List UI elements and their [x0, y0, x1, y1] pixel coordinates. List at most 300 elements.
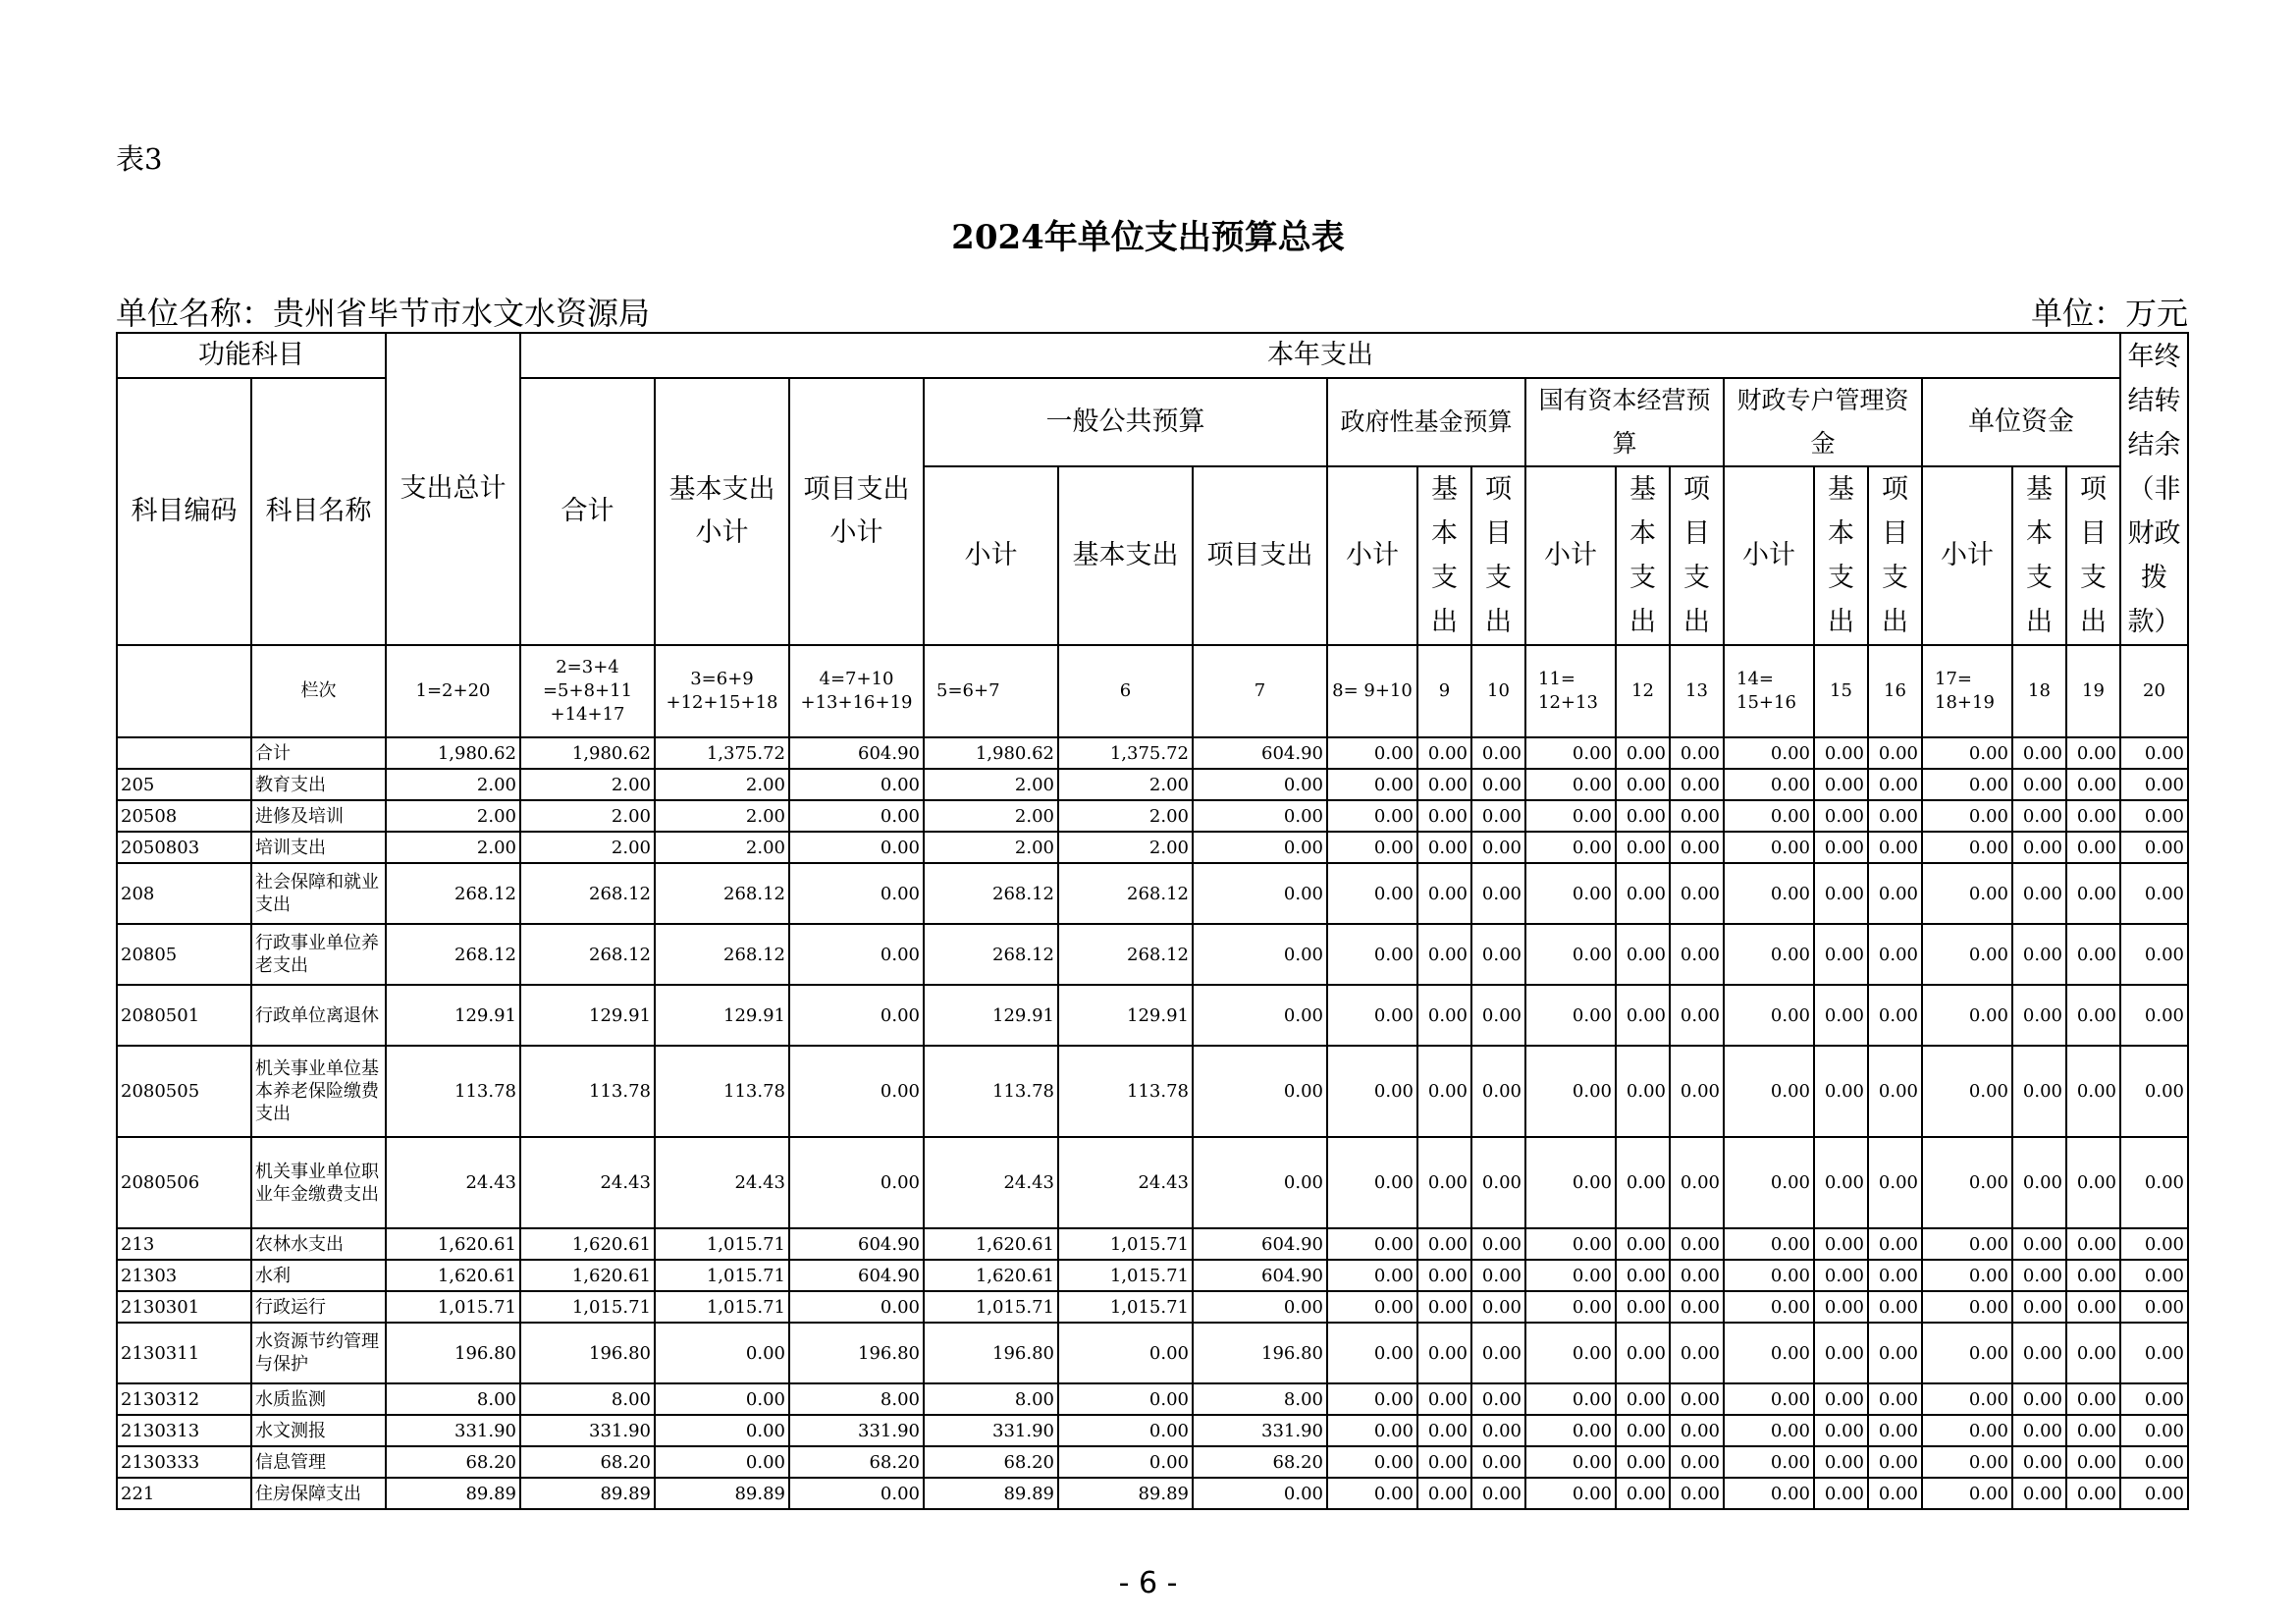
row-zero-value: 0.00 [1814, 1478, 1868, 1509]
row-g-sub: 1,620.61 [924, 1228, 1058, 1260]
row-sum: 331.90 [520, 1415, 655, 1446]
row-zero-value: 0.00 [1327, 1383, 1417, 1415]
row-zero-value: 0.00 [2120, 769, 2188, 800]
row-zero-value: 0.00 [1922, 1383, 2012, 1415]
row-zero-value: 0.00 [2066, 985, 2120, 1046]
row-zero-value: 0.00 [1471, 1323, 1525, 1383]
row-zero-value: 0.00 [1670, 1291, 1724, 1323]
row-zero-value: 0.00 [1814, 769, 1868, 800]
row-basic: 1,015.71 [655, 1291, 789, 1323]
row-basic: 1,015.71 [655, 1228, 789, 1260]
index-cell: 4=7+10 +13+16+19 [789, 645, 924, 737]
row-zero-value: 0.00 [1417, 1046, 1471, 1137]
row-sum: 2.00 [520, 832, 655, 863]
row-zero-value: 0.00 [1670, 985, 1724, 1046]
row-zero-value: 0.00 [1922, 832, 2012, 863]
row-code: 2080501 [117, 985, 251, 1046]
row-code: 221 [117, 1478, 251, 1509]
row-zero-value: 0.00 [1868, 737, 1922, 769]
row-zero-value: 0.00 [1471, 924, 1525, 985]
row-zero-value: 0.00 [1616, 1415, 1670, 1446]
budget-table [116, 332, 2189, 1510]
row-g-proj: 196.80 [1193, 1323, 1327, 1383]
row-zero-value: 0.00 [2120, 832, 2188, 863]
row-zero-value: 0.00 [2066, 800, 2120, 832]
row-zero-value: 0.00 [2012, 769, 2066, 800]
row-project: 8.00 [789, 1383, 924, 1415]
row-zero-value: 0.00 [1417, 1383, 1471, 1415]
row-zero-value: 0.00 [1616, 1291, 1670, 1323]
row-g-proj: 0.00 [1193, 924, 1327, 985]
row-zero-value: 0.00 [1814, 985, 1868, 1046]
row-name: 机关事业单位职业年金缴费支出 [251, 1137, 386, 1228]
row-basic: 0.00 [655, 1383, 789, 1415]
table-row [117, 1478, 2188, 1509]
row-zero-value: 0.00 [2120, 800, 2188, 832]
row-g-basic: 1,015.71 [1058, 1228, 1193, 1260]
page-title: 2024年单位支出预算总表 [951, 218, 1345, 257]
row-g-sub: 1,980.62 [924, 737, 1058, 769]
row-zero-value: 0.00 [1868, 1260, 1922, 1291]
row-zero-value: 0.00 [1922, 863, 2012, 924]
row-zero-value: 0.00 [1922, 800, 2012, 832]
row-name: 教育支出 [251, 769, 386, 800]
row-total: 1,015.71 [386, 1291, 520, 1323]
header-project-subtotal [789, 378, 924, 645]
row-name: 机关事业单位基本养老保险缴费支出 [251, 1046, 386, 1137]
row-zero-value: 0.00 [2012, 1137, 2066, 1228]
row-zero-value: 0.00 [1724, 924, 1814, 985]
row-g-sub: 2.00 [924, 832, 1058, 863]
row-zero-value: 0.00 [1525, 1046, 1616, 1137]
row-zero-value: 0.00 [1922, 1291, 2012, 1323]
row-zero-value: 0.00 [1814, 1228, 1868, 1260]
row-g-proj: 0.00 [1193, 832, 1327, 863]
row-zero-value: 0.00 [1471, 1137, 1525, 1228]
index-label: 栏次 [251, 645, 386, 737]
row-zero-value: 0.00 [2012, 800, 2066, 832]
row-zero-value: 0.00 [1814, 1323, 1868, 1383]
header-unitfund-project: 项 目 支 出 [2066, 466, 2120, 645]
row-zero-value: 0.00 [1471, 1291, 1525, 1323]
row-zero-value: 0.00 [1616, 800, 1670, 832]
row-zero-value: 0.00 [1471, 1478, 1525, 1509]
row-g-proj: 0.00 [1193, 1478, 1327, 1509]
row-zero-value: 0.00 [1922, 1046, 2012, 1137]
row-basic: 2.00 [655, 832, 789, 863]
row-zero-value: 0.00 [1525, 769, 1616, 800]
row-zero-value: 0.00 [1327, 737, 1417, 769]
row-zero-value: 0.00 [1525, 737, 1616, 769]
table-row [117, 737, 2188, 769]
row-name: 培训支出 [251, 832, 386, 863]
row-total: 268.12 [386, 924, 520, 985]
header-capital-subtotal: 小计 [1525, 466, 1616, 645]
row-zero-value: 0.00 [1922, 1228, 2012, 1260]
row-zero-value: 0.00 [1814, 1046, 1868, 1137]
row-zero-value: 0.00 [2066, 737, 2120, 769]
row-project: 0.00 [789, 1478, 924, 1509]
row-zero-value: 0.00 [2120, 924, 2188, 985]
table-row [117, 1446, 2188, 1478]
row-zero-value: 0.00 [1327, 1046, 1417, 1137]
header-basic-subtotal-line1: 基本支出 [668, 474, 775, 505]
row-zero-value: 0.00 [2012, 1046, 2066, 1137]
row-project: 0.00 [789, 832, 924, 863]
row-zero-value: 0.00 [2066, 1415, 2120, 1446]
row-zero-value: 0.00 [1327, 1260, 1417, 1291]
row-zero-value: 0.00 [2012, 1478, 2066, 1509]
row-zero-value: 0.00 [1724, 985, 1814, 1046]
row-zero-value: 0.00 [1417, 769, 1471, 800]
row-zero-value: 0.00 [1327, 1446, 1417, 1478]
row-zero-value: 0.00 [1922, 1137, 2012, 1228]
row-zero-value: 0.00 [2066, 1046, 2120, 1137]
row-zero-value: 0.00 [2120, 863, 2188, 924]
row-zero-value: 0.00 [1417, 737, 1471, 769]
row-zero-value: 0.00 [1327, 1478, 1417, 1509]
row-g-proj: 0.00 [1193, 1046, 1327, 1137]
row-zero-value: 0.00 [1868, 1046, 1922, 1137]
row-zero-value: 0.00 [2012, 1446, 2066, 1478]
row-sum: 1,015.71 [520, 1291, 655, 1323]
header-current-year: 本年支出 [520, 333, 2120, 378]
row-zero-value: 0.00 [1417, 832, 1471, 863]
row-zero-value: 0.00 [1814, 800, 1868, 832]
row-g-proj: 604.90 [1193, 1260, 1327, 1291]
row-zero-value: 0.00 [1327, 1137, 1417, 1228]
row-total: 89.89 [386, 1478, 520, 1509]
row-g-basic: 1,015.71 [1058, 1260, 1193, 1291]
row-zero-value: 0.00 [1616, 1137, 1670, 1228]
row-zero-value: 0.00 [2012, 1260, 2066, 1291]
row-g-proj: 8.00 [1193, 1383, 1327, 1415]
row-project: 0.00 [789, 1046, 924, 1137]
row-zero-value: 0.00 [1922, 737, 2012, 769]
row-zero-value: 0.00 [1922, 1323, 2012, 1383]
row-zero-value: 0.00 [1616, 1228, 1670, 1260]
row-zero-value: 0.00 [1616, 769, 1670, 800]
row-zero-value: 0.00 [1814, 1260, 1868, 1291]
row-sum: 268.12 [520, 863, 655, 924]
row-zero-value: 0.00 [1922, 1260, 2012, 1291]
row-zero-value: 0.00 [1525, 800, 1616, 832]
row-g-sub: 8.00 [924, 1383, 1058, 1415]
row-code: 2050803 [117, 832, 251, 863]
row-project: 0.00 [789, 985, 924, 1046]
row-g-sub: 2.00 [924, 769, 1058, 800]
row-zero-value: 0.00 [1868, 985, 1922, 1046]
row-total: 24.43 [386, 1137, 520, 1228]
row-total: 2.00 [386, 800, 520, 832]
row-zero-value: 0.00 [1525, 1260, 1616, 1291]
row-zero-value: 0.00 [2012, 863, 2066, 924]
row-zero-value: 0.00 [1525, 1323, 1616, 1383]
row-zero-value: 0.00 [1471, 1046, 1525, 1137]
row-zero-value: 0.00 [1670, 769, 1724, 800]
row-g-proj: 604.90 [1193, 1228, 1327, 1260]
row-zero-value: 0.00 [1525, 1228, 1616, 1260]
row-project: 0.00 [789, 1137, 924, 1228]
index-cell: 11= 12+13 [1525, 645, 1616, 737]
row-basic: 268.12 [655, 924, 789, 985]
row-g-basic: 268.12 [1058, 924, 1193, 985]
row-zero-value: 0.00 [1814, 1383, 1868, 1415]
row-zero-value: 0.00 [2066, 1446, 2120, 1478]
row-code: 213 [117, 1228, 251, 1260]
row-code: 2080506 [117, 1137, 251, 1228]
row-zero-value: 0.00 [1814, 924, 1868, 985]
row-zero-value: 0.00 [2120, 1046, 2188, 1137]
row-g-proj: 604.90 [1193, 737, 1327, 769]
row-basic: 24.43 [655, 1137, 789, 1228]
row-g-sub: 113.78 [924, 1046, 1058, 1137]
row-basic: 129.91 [655, 985, 789, 1046]
table-row [117, 800, 2188, 832]
row-zero-value: 0.00 [1814, 863, 1868, 924]
row-zero-value: 0.00 [1327, 1323, 1417, 1383]
row-zero-value: 0.00 [1814, 832, 1868, 863]
table-row [117, 1383, 2188, 1415]
row-zero-value: 0.00 [1670, 1137, 1724, 1228]
row-sum: 1,620.61 [520, 1260, 655, 1291]
row-project: 0.00 [789, 924, 924, 985]
row-zero-value: 0.00 [1724, 1228, 1814, 1260]
row-g-basic: 113.78 [1058, 1046, 1193, 1137]
header-gov-project: 项 目 支 出 [1471, 466, 1525, 645]
row-name: 社会保障和就业支出 [251, 863, 386, 924]
row-g-basic: 2.00 [1058, 769, 1193, 800]
index-cell: 12 [1616, 645, 1670, 737]
row-zero-value: 0.00 [2120, 985, 2188, 1046]
row-g-sub: 68.20 [924, 1446, 1058, 1478]
index-row [117, 645, 2188, 737]
row-total: 331.90 [386, 1415, 520, 1446]
row-zero-value: 0.00 [1417, 1415, 1471, 1446]
row-sum: 2.00 [520, 769, 655, 800]
row-zero-value: 0.00 [1724, 800, 1814, 832]
header-fiscal-subtotal: 小计 [1724, 466, 1814, 645]
row-zero-value: 0.00 [1724, 1137, 1814, 1228]
row-zero-value: 0.00 [2120, 1323, 2188, 1383]
row-zero-value: 0.00 [1724, 769, 1814, 800]
row-g-basic: 0.00 [1058, 1415, 1193, 1446]
row-zero-value: 0.00 [1868, 1383, 1922, 1415]
table-row [117, 1323, 2188, 1383]
row-name: 行政事业单位养老支出 [251, 924, 386, 985]
table-row [117, 1415, 2188, 1446]
row-zero-value: 0.00 [1724, 1323, 1814, 1383]
row-total: 196.80 [386, 1323, 520, 1383]
row-zero-value: 0.00 [1670, 832, 1724, 863]
index-cell: 16 [1868, 645, 1922, 737]
row-zero-value: 0.00 [1616, 737, 1670, 769]
row-zero-value: 0.00 [1868, 1137, 1922, 1228]
row-basic: 2.00 [655, 769, 789, 800]
table-row [117, 1291, 2188, 1323]
header-fiscal-special: 财政专户管理资金 [1724, 378, 1922, 466]
row-zero-value: 0.00 [2120, 1415, 2188, 1446]
row-zero-value: 0.00 [2012, 1323, 2066, 1383]
row-sum: 1,980.62 [520, 737, 655, 769]
row-zero-value: 0.00 [1670, 924, 1724, 985]
row-zero-value: 0.00 [1327, 769, 1417, 800]
row-zero-value: 0.00 [1417, 1291, 1471, 1323]
table-row [117, 863, 2188, 924]
table-row [117, 1046, 2188, 1137]
row-code [117, 737, 251, 769]
row-zero-value: 0.00 [1724, 1415, 1814, 1446]
row-zero-value: 0.00 [1327, 800, 1417, 832]
row-zero-value: 0.00 [2012, 737, 2066, 769]
row-g-sub: 89.89 [924, 1478, 1058, 1509]
row-zero-value: 0.00 [1670, 1260, 1724, 1291]
table-row [117, 832, 2188, 863]
row-zero-value: 0.00 [2120, 1383, 2188, 1415]
row-zero-value: 0.00 [1922, 924, 2012, 985]
row-zero-value: 0.00 [1525, 985, 1616, 1046]
row-zero-value: 0.00 [2066, 1323, 2120, 1383]
row-g-basic: 129.91 [1058, 985, 1193, 1046]
row-zero-value: 0.00 [1471, 769, 1525, 800]
row-g-proj: 331.90 [1193, 1415, 1327, 1446]
row-sum: 113.78 [520, 1046, 655, 1137]
row-sum: 89.89 [520, 1478, 655, 1509]
row-zero-value: 0.00 [1417, 1446, 1471, 1478]
row-code: 21303 [117, 1260, 251, 1291]
row-basic: 0.00 [655, 1323, 789, 1383]
row-total: 1,980.62 [386, 737, 520, 769]
row-sum: 2.00 [520, 800, 655, 832]
row-zero-value: 0.00 [1814, 1291, 1868, 1323]
row-code: 20508 [117, 800, 251, 832]
header-general-subtotal: 小计 [924, 466, 1058, 645]
row-zero-value: 0.00 [1525, 1446, 1616, 1478]
header-general-budget: 一般公共预算 [924, 378, 1327, 466]
row-zero-value: 0.00 [2066, 924, 2120, 985]
row-zero-value: 0.00 [1417, 985, 1471, 1046]
index-cell: 2=3+4 =5+8+11 +14+17 [520, 645, 655, 737]
row-zero-value: 0.00 [1724, 737, 1814, 769]
row-name: 合计 [251, 737, 386, 769]
row-g-sub: 268.12 [924, 924, 1058, 985]
row-zero-value: 0.00 [2066, 1383, 2120, 1415]
row-name: 水利 [251, 1260, 386, 1291]
row-basic: 268.12 [655, 863, 789, 924]
row-name: 行政单位离退休 [251, 985, 386, 1046]
row-zero-value: 0.00 [1922, 1415, 2012, 1446]
row-zero-value: 0.00 [1471, 1415, 1525, 1446]
row-project: 0.00 [789, 769, 924, 800]
index-cell: 15 [1814, 645, 1868, 737]
row-zero-value: 0.00 [2120, 1137, 2188, 1228]
row-zero-value: 0.00 [1814, 1415, 1868, 1446]
row-zero-value: 0.00 [1471, 985, 1525, 1046]
row-g-basic: 0.00 [1058, 1383, 1193, 1415]
row-zero-value: 0.00 [1922, 1478, 2012, 1509]
row-total: 1,620.61 [386, 1260, 520, 1291]
row-zero-value: 0.00 [1327, 863, 1417, 924]
row-zero-value: 0.00 [1616, 1383, 1670, 1415]
row-zero-value: 0.00 [1670, 1478, 1724, 1509]
row-zero-value: 0.00 [1417, 1228, 1471, 1260]
row-zero-value: 0.00 [1616, 985, 1670, 1046]
row-zero-value: 0.00 [1525, 832, 1616, 863]
row-g-proj: 0.00 [1193, 985, 1327, 1046]
row-total: 68.20 [386, 1446, 520, 1478]
row-g-proj: 0.00 [1193, 1291, 1327, 1323]
row-basic: 0.00 [655, 1415, 789, 1446]
row-g-sub: 24.43 [924, 1137, 1058, 1228]
row-basic: 0.00 [655, 1446, 789, 1478]
row-code: 2130311 [117, 1323, 251, 1383]
row-g-proj: 68.20 [1193, 1446, 1327, 1478]
row-name: 信息管理 [251, 1446, 386, 1478]
row-name: 进修及培训 [251, 800, 386, 832]
row-zero-value: 0.00 [1525, 1478, 1616, 1509]
row-g-proj: 0.00 [1193, 863, 1327, 924]
row-zero-value: 0.00 [2066, 1137, 2120, 1228]
row-code: 20805 [117, 924, 251, 985]
row-zero-value: 0.00 [2012, 1383, 2066, 1415]
row-zero-value: 0.00 [1417, 800, 1471, 832]
row-zero-value: 0.00 [2066, 1260, 2120, 1291]
row-zero-value: 0.00 [2120, 1291, 2188, 1323]
row-g-sub: 1,620.61 [924, 1260, 1058, 1291]
row-zero-value: 0.00 [2120, 737, 2188, 769]
row-zero-value: 0.00 [1616, 1323, 1670, 1383]
row-zero-value: 0.00 [2012, 832, 2066, 863]
row-zero-value: 0.00 [1327, 924, 1417, 985]
header-unitfund-subtotal: 小计 [1922, 466, 2012, 645]
row-sum: 68.20 [520, 1446, 655, 1478]
header-sum: 合计 [520, 378, 655, 645]
row-zero-value: 0.00 [1670, 1415, 1724, 1446]
row-zero-value: 0.00 [1616, 1478, 1670, 1509]
row-name: 水资源节约管理与保护 [251, 1323, 386, 1383]
header-basic-subtotal-line2: 小计 [695, 517, 749, 548]
row-sum: 24.43 [520, 1137, 655, 1228]
row-g-basic: 1,375.72 [1058, 737, 1193, 769]
row-zero-value: 0.00 [1525, 924, 1616, 985]
row-zero-value: 0.00 [2066, 1291, 2120, 1323]
row-project: 68.20 [789, 1446, 924, 1478]
header-gov-fund: 政府性基金预算 [1327, 378, 1525, 466]
header-total: 支出总计 [386, 333, 520, 645]
row-zero-value: 0.00 [1724, 1383, 1814, 1415]
row-g-proj: 0.00 [1193, 1137, 1327, 1228]
row-zero-value: 0.00 [2120, 1446, 2188, 1478]
row-zero-value: 0.00 [1525, 1291, 1616, 1323]
row-zero-value: 0.00 [1417, 1323, 1471, 1383]
header-fiscal-project: 项 目 支 出 [1868, 466, 1922, 645]
row-g-basic: 0.00 [1058, 1446, 1193, 1478]
row-project: 0.00 [789, 800, 924, 832]
row-sum: 1,620.61 [520, 1228, 655, 1260]
row-zero-value: 0.00 [1814, 1446, 1868, 1478]
row-zero-value: 0.00 [2012, 1415, 2066, 1446]
row-name: 行政运行 [251, 1291, 386, 1323]
index-cell: 14= 15+16 [1724, 645, 1814, 737]
header-project-subtotal-line2: 小计 [829, 517, 883, 548]
row-basic: 1,015.71 [655, 1260, 789, 1291]
row-zero-value: 0.00 [1868, 1291, 1922, 1323]
table-row [117, 1228, 2188, 1260]
row-zero-value: 0.00 [2066, 1478, 2120, 1509]
row-zero-value: 0.00 [1525, 1415, 1616, 1446]
row-zero-value: 0.00 [1417, 863, 1471, 924]
row-basic: 113.78 [655, 1046, 789, 1137]
